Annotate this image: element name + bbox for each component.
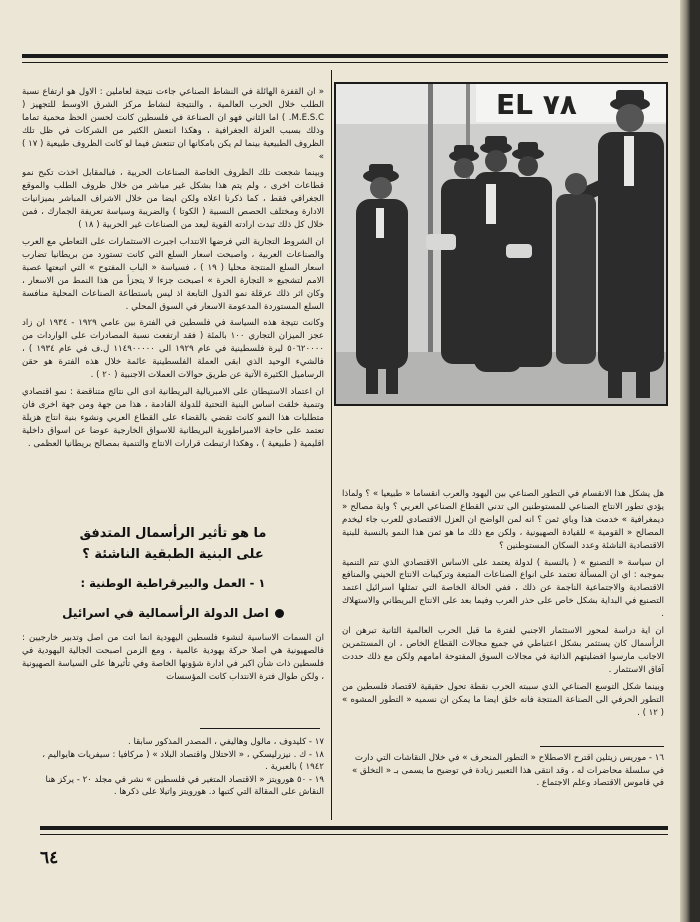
page-edge-shadow bbox=[680, 0, 690, 922]
column-divider bbox=[331, 70, 332, 820]
right-paragraph: ان سياسة « التصنيع » ( بالنسبة ) لدولة يعتمد على الاساس الاقتصادي الذي تتم التنمية بموجبه : اي ان المسألة تعتمد على انواع الصناعات المتبعة وتركيبات الانتاج الحيني والمنافع الاقتصادية والاجتماعية الناجمة عن ذلك ، ففي الحالة الخاصة التي تمثلها اسرائيل اعتمد التصنيع في البداية بشكل خاص على حذر العرب وفيما بعد على الانتاج البريطاني والاستهلاك . bbox=[342, 557, 664, 620]
bottom-rule-thin bbox=[40, 834, 668, 835]
left-column-lower-text bbox=[22, 632, 324, 724]
left-paragraph: ان اعتماد الاستيطان على الامبريالية البريطانية ادى الى نتائج متناقضة : نمو اقتصادي وتنمية خلقت اساس البنية التحتية للدولة القادمة ، هذا من جهة ومن جهة اخرى فان متطلبات هذا النمو كانت تقضي بالقضاء على القطاع العربي ونشوء بنية انتاج هزيلة تعتمد على حاجة الامبراطورية البريطانية للاسواق الخارجية عوضا عن اسواق داخلية اقليمية ( طبيعية ) ، وهكذا ارتبطت قرارات الانتاج والتنمية بمصالح بريطانيا العظمى . bbox=[22, 386, 324, 449]
photo-sign-text: EL ۷۸ bbox=[496, 88, 577, 121]
left-column-text bbox=[22, 86, 324, 510]
top-rule bbox=[22, 54, 668, 58]
bottom-rule bbox=[40, 826, 668, 830]
footnote: ١٧ - كليدوف ، مالول وهاليفي ، المصدر المذكور سابقا . bbox=[127, 737, 324, 747]
left-paragraph: وكانت نتيجة هذه السياسة في فلسطين في الفترة بين عامي ١٩٢٩ - ١٩٣٤ ان زاد عجز الميزان التجاري ١٠٠ بالمئة ( فقد ارتفعت نسبة المصادرات على الواردات من ٥٠٦٢٠٠٠٠ ليرة فلسطينية في عام ١٩٢٩ الى ١١٤٩٠٠٠٠٠ ل.ف في عام ١٩٣٤ ) ، فالشيء الوحيد الذي ابقى العملة الفلسطينية عائمة خلال هذه الفترة هو حقن الرساميل الكثيرة الآتية عن طريق حوالات العملات الاجنبية ( ٢٠ ) . bbox=[22, 318, 324, 381]
footnote-rule-right bbox=[540, 746, 664, 747]
footnote: ١٦ - موريس زيتلين اقترح الاصطلاح « التطور المنحرف » في خلال النقاشات التي دارت في سلسلة محاضرات له ، وقد انتقى هذا التعبير زيادة في توضيح ما يسمى بـ « التخلق » في قاموس الاقتصاد وعلم الاجتماع . bbox=[352, 753, 664, 789]
top-rule-thin bbox=[22, 62, 668, 63]
subsection-title-text: اصل الدولة الرأسمالية في اسرائيل bbox=[62, 606, 269, 620]
bullet-icon bbox=[275, 609, 284, 618]
news-photo bbox=[334, 82, 668, 406]
photo-crowd-icon bbox=[336, 84, 668, 406]
left-paragraph: ان السمات الاساسية لنشوء فلسطين اليهودية انما اتت من اصل وتدبير خارجيين : فالصهيونية هي اصلا حركة يهودية عالمية ، ومع الزمن اصبحت الجالية اليهودية في فلسطين ذات شأن اكبر في ادارة شؤونها الخاصة وفي تأثيرها على السياسة الصهيونية ، ولكن طوال فترة الانتداب كانت المؤسسات bbox=[22, 633, 324, 682]
page-number: ٦٤ bbox=[40, 848, 59, 868]
left-paragraph: « ان القفزة الهائلة في النشاط الصناعي جاءت نتيجة لعاملين : الاول هو ارتفاع نسبة الطلب خلال الحرب العالمية ، والنتيجة لنشاط مركز الشرق الاوسط للتجهيز ( M.E.S.C. ) اما الثاني فهو ان الصناعة في فلسطين كانت لحسن الحظ محمية تماما وذلك بسبب العزلة الجغرافية ، وهكذا انتعش الكثير من الشركات في ظل تلك الظروف الطبيعية بينما لم يكن بامكانها ان تنتعش فيما لو كانت الظروف طبيعية ( ١٧ ) » bbox=[22, 87, 324, 162]
footnote: ١٩ - ٥٠ هورويتز « الاقتصاد المتغير في فلسطين » نشر في مجلد ٢٠ - يركز هنا النقاش على المقالة التي كتبها د. هورويتز واتيلا على ذكرها . bbox=[45, 774, 324, 798]
right-paragraph: وبينما شكل التوسع الصناعي الذي سببته الحرب نقطة تحول حقيقية لاقتصاد فلسطين من التطور الحرفي الى الصناعة المنتجة فانه خلق ايضا ما يمكن ان نسميه « التطور المشوه » ( ١٢ ) . bbox=[342, 681, 664, 718]
footnote-rule-left bbox=[200, 728, 320, 729]
right-paragraph: ان اية دراسة لمحور الاستثمار الاجنبي لفترة ما قبل الحرب العالمية الثانية تبرهن ان الرأسمال كان يستثمر بشكل اعتباطي في جميع مجالات القطاع الخاص ، ان المستثمرين الاجانب مارسوا افضليتهم الذاتية في مجالات السوق المفتوحة امامهم ولكن مع ذلك حددت آفاق الاستثمار . bbox=[342, 626, 664, 675]
right-column-text bbox=[342, 488, 664, 742]
left-paragraph: ان الشروط التجارية التي فرضها الانتداب اجبرت الاستثمارات على التعاطي مع العرب والصناعات العربية ، واصبحت اسعار السلع التي كانت تستورد من بريطانيا تضارب اسعار السلع المنتجة محليا ( ١٩ ) ، فسياسة « الباب المفتوح » التي اتبعتها عصبة الامم لتشجيع « التجارة الحرة » اصبحت جزءا لا يتجزأ من هذا النمط من الاسعار ، وكان اثر ذلك عرقلة نمو الدول التابعة اذ ليس باستطاعة الصناعات المحلية منافسة السلع المستوردة المدعومة الاسعار في السوق المحلي . bbox=[22, 236, 324, 312]
right-footnote bbox=[342, 752, 664, 818]
left-footnotes bbox=[22, 736, 324, 820]
subsection-title: ١ - العمل والبيرقراطية الوطنية : bbox=[80, 576, 266, 590]
footnote: ١٨ - ك . نيزرليسكي ، « الاحتلال واقتصاد البلاد » ( مركافيا : سيفريات هايواليم ، ١٩٤٢ ) بالعبرية . bbox=[42, 749, 324, 773]
left-paragraph: وبينما شجعت تلك الظروف الخاصة الصناعات الحربية ، فبالمقابل اخذت تكبح نمو قطاعات اخرى ، ولم يتم هذا بشكل غير مباشر من خلال ظروف الطلب والموقع الجغرافي فقط ، كما ذكرنا اعلاه ولكن ايضا من خلال الاشراف المباشر بميزانيات الادارة ومختلف الحصص النسبية ( الكوتا ) والضريبة وسياسة تعريفة الجمارك ، فمن خلال كل ذلك تبدت ارادته القوية ليعد من الصناعات غير الحربية ( ١٨ ) bbox=[22, 168, 324, 231]
subsection-title-bullet bbox=[40, 603, 306, 623]
right-paragraph: هل يشكل هذا الانقسام في التطور الصناعي بين اليهود والعرب انقساما « طبيعيا » ؟ ولماذا يؤدي تطور الانتاج الصناعي للمستوطنين الى تدني القطاع الصناعي العربي ؟ واية مصالح « ديمغرافية » خدمت هذا وباي ثمن ؟ انه لمن الواضح ان العزل الاقتصادي للعرب جاء ليخدم المصالح « القومية » للقيادة الصهيونية ، ولكن مع ذلك ما هو ثمن هذا النمو بالنسبة للبنية الاقتصادية الناشئة وعدد السكان المستوطنين ؟ bbox=[342, 489, 664, 551]
section-title-line1: ما هو تأثير الرأسمال المتدفق bbox=[79, 526, 267, 541]
section-title-line2: على البنية الطبقية الناشئة ؟ bbox=[82, 547, 264, 562]
